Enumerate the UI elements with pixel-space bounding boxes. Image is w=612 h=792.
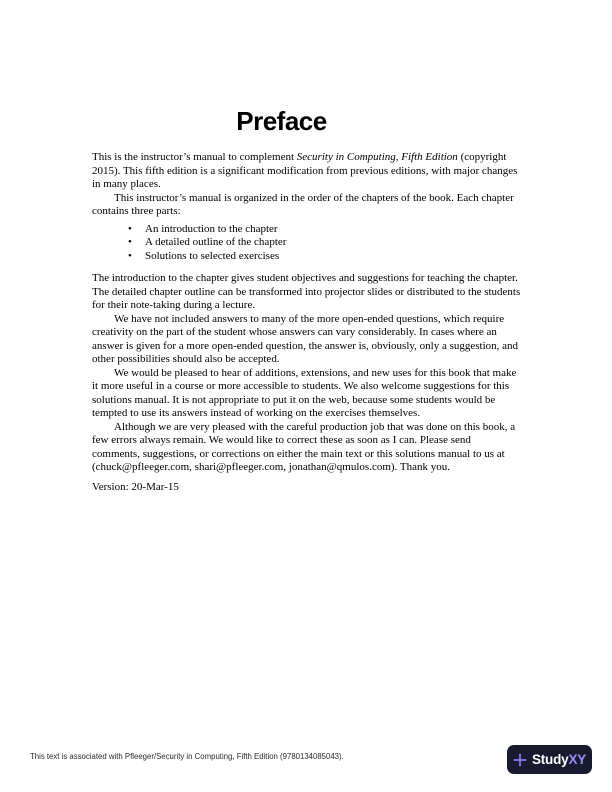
page-title: Preface xyxy=(236,106,327,136)
studyxy-logo xyxy=(507,745,592,774)
logo-text-study: Study xyxy=(531,752,569,767)
paragraph-intro-pre: This is the instructor’s manual to complement xyxy=(92,151,297,163)
paragraph-open-ended: We have not included answers to many of the more open-ended questions, which require creativity on the part of the student whose answers can vary considerably. In cases where an answer is given for a more open-ended question, the answer is, obviously, only a suggestion, and other possibilities should also be accepted. xyxy=(92,312,519,366)
paragraph-organization: This instructor’s manual is organized in the order of the chapters of the book. Each chapter contains three parts: xyxy=(92,191,514,217)
chapter-parts-list xyxy=(92,223,521,265)
paragraph-feedback: We would be pleased to hear of additions, extensions, and new uses for this book that make it more useful in a course or more accessible to students. We also welcome suggestions for this solutions manual. It is not appropriate to put it on the web, because some students would be tempted to use its answers instead of working on the exercises themselves. xyxy=(92,366,517,420)
plus-icon xyxy=(513,753,527,767)
version-line: Version: 20-Mar-15 xyxy=(92,480,179,493)
paragraph-chapter-use: The introduction to the chapter gives student objectives and suggestions for teaching the chapter. The detailed chapter outline can be transformed into projector slides or distributed to the students for their note-taking during a lecture. xyxy=(92,272,521,312)
list-item-outline: • A detailed outline of the chapter xyxy=(92,236,521,250)
paragraph-intro-post: (copyright 2015). This fifth edition is a significant modification from previous editions, with major changes in many places. xyxy=(92,151,518,190)
paragraph-corrections: Although we are very pleased with the careful production job that was done on this book, a few errors always remain. We would like to correct these as soon as I can. Please send comments, suggestions, or corrections on either the main text or this solutions manual to us at (chuck@pfleeger.com, shari@pfleeger.com, jonathan@qmulos.com). Thank you. xyxy=(92,420,516,474)
footer-attribution: This text is associated with Pfleeger/Security in Computing, Fifth Edition (9780134085043). xyxy=(30,752,344,761)
logo-text xyxy=(532,752,586,767)
book-title-italic: Security in Computing, Fifth Edition xyxy=(296,151,458,163)
document-content xyxy=(92,108,521,494)
paragraph-intro xyxy=(92,151,521,192)
list-item-introduction: • An introduction to the chapter xyxy=(92,223,521,237)
list-item-solutions: • Solutions to selected exercises xyxy=(92,250,521,264)
logo-text-xy: XY xyxy=(568,752,587,767)
